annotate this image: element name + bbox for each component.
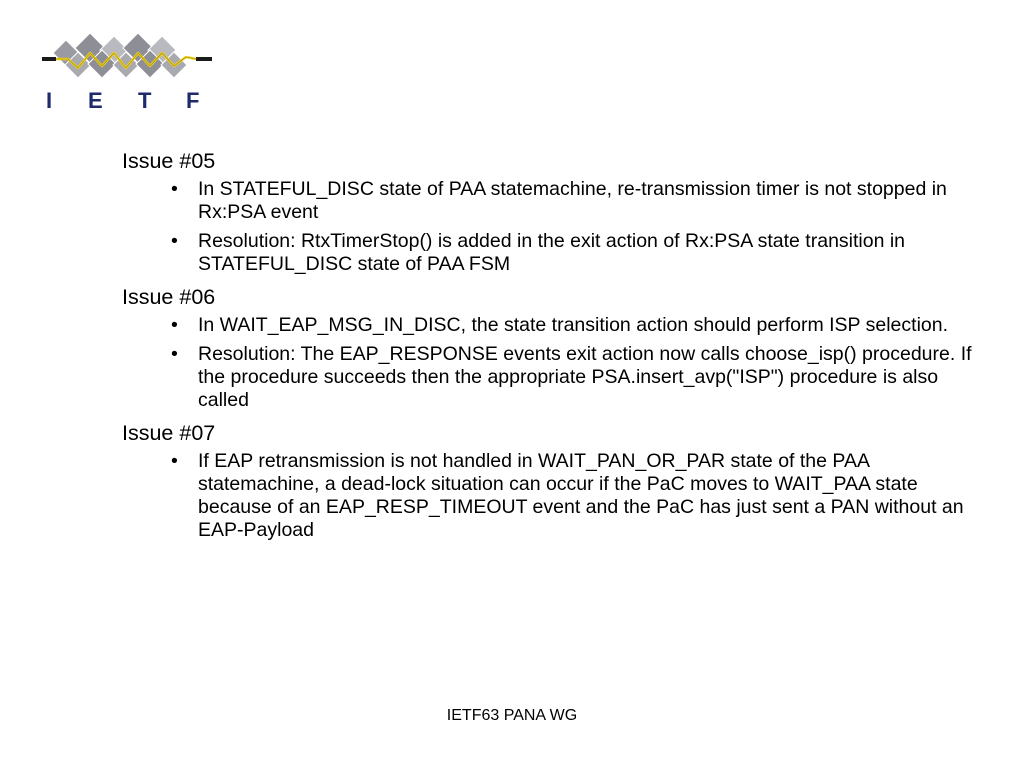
slide-footer: IETF63 PANA WG: [446, 707, 578, 724]
issue-block: [122, 282, 982, 412]
bullet-dot: •: [171, 343, 178, 365]
slide-content: [122, 146, 982, 548]
bullet-dot: •: [171, 230, 178, 252]
issue-block: [122, 146, 982, 276]
ietf-logo: [38, 28, 218, 118]
logo-letter-t: T: [138, 88, 152, 113]
logo-diamonds: [53, 33, 187, 78]
bullet-text: If EAP retransmission is not handled in WAIT_PAN_OR_PAR state of the PAA statemachine, a dead-lock situation can occur if the PaC moves to WAIT_PAA state because of an EAP_RESP_TIMEOUT event and the PaC has just sent a PAN without an EAP-Payload: [198, 450, 964, 541]
bullet-text: In WAIT_EAP_MSG_IN_DISC, the state transition action should perform ISP selection.: [198, 314, 949, 336]
logo-letter-f: F: [186, 88, 200, 113]
bullet-item: [122, 314, 982, 337]
bullet-dot: •: [171, 178, 178, 200]
bullet-dot: •: [171, 450, 178, 472]
issue-bullets: [122, 178, 982, 276]
bullet-item: [122, 230, 982, 276]
bullet-text: In STATEFUL_DISC state of PAA statemachine, re-transmission timer is not stopped in Rx:PSA event: [198, 178, 947, 223]
issue-title: Issue #05: [122, 149, 216, 173]
ietf-logo-graphic: [38, 28, 218, 118]
issue-title: Issue #07: [122, 421, 216, 445]
logo-letter-i: I: [46, 88, 53, 113]
bullet-item: [122, 178, 982, 224]
bullet-item: [122, 343, 982, 412]
bullet-dot: •: [171, 314, 178, 336]
bullet-text: Resolution: The EAP_RESPONSE events exit action now calls choose_isp() procedure. If the procedure succeeds then the appropriate PSA.insert_avp("ISP") procedure is also called: [198, 343, 972, 411]
bullet-text: Resolution: RtxTimerStop() is added in the exit action of Rx:PSA state transition in STATEFUL_DISC state of PAA FSM: [198, 230, 906, 275]
bullet-item: [122, 450, 982, 542]
logo-letter-e: E: [88, 88, 103, 113]
issue-bullets: [122, 450, 982, 542]
issue-block: [122, 418, 982, 542]
issue-title: Issue #06: [122, 285, 216, 309]
issue-bullets: [122, 314, 982, 412]
